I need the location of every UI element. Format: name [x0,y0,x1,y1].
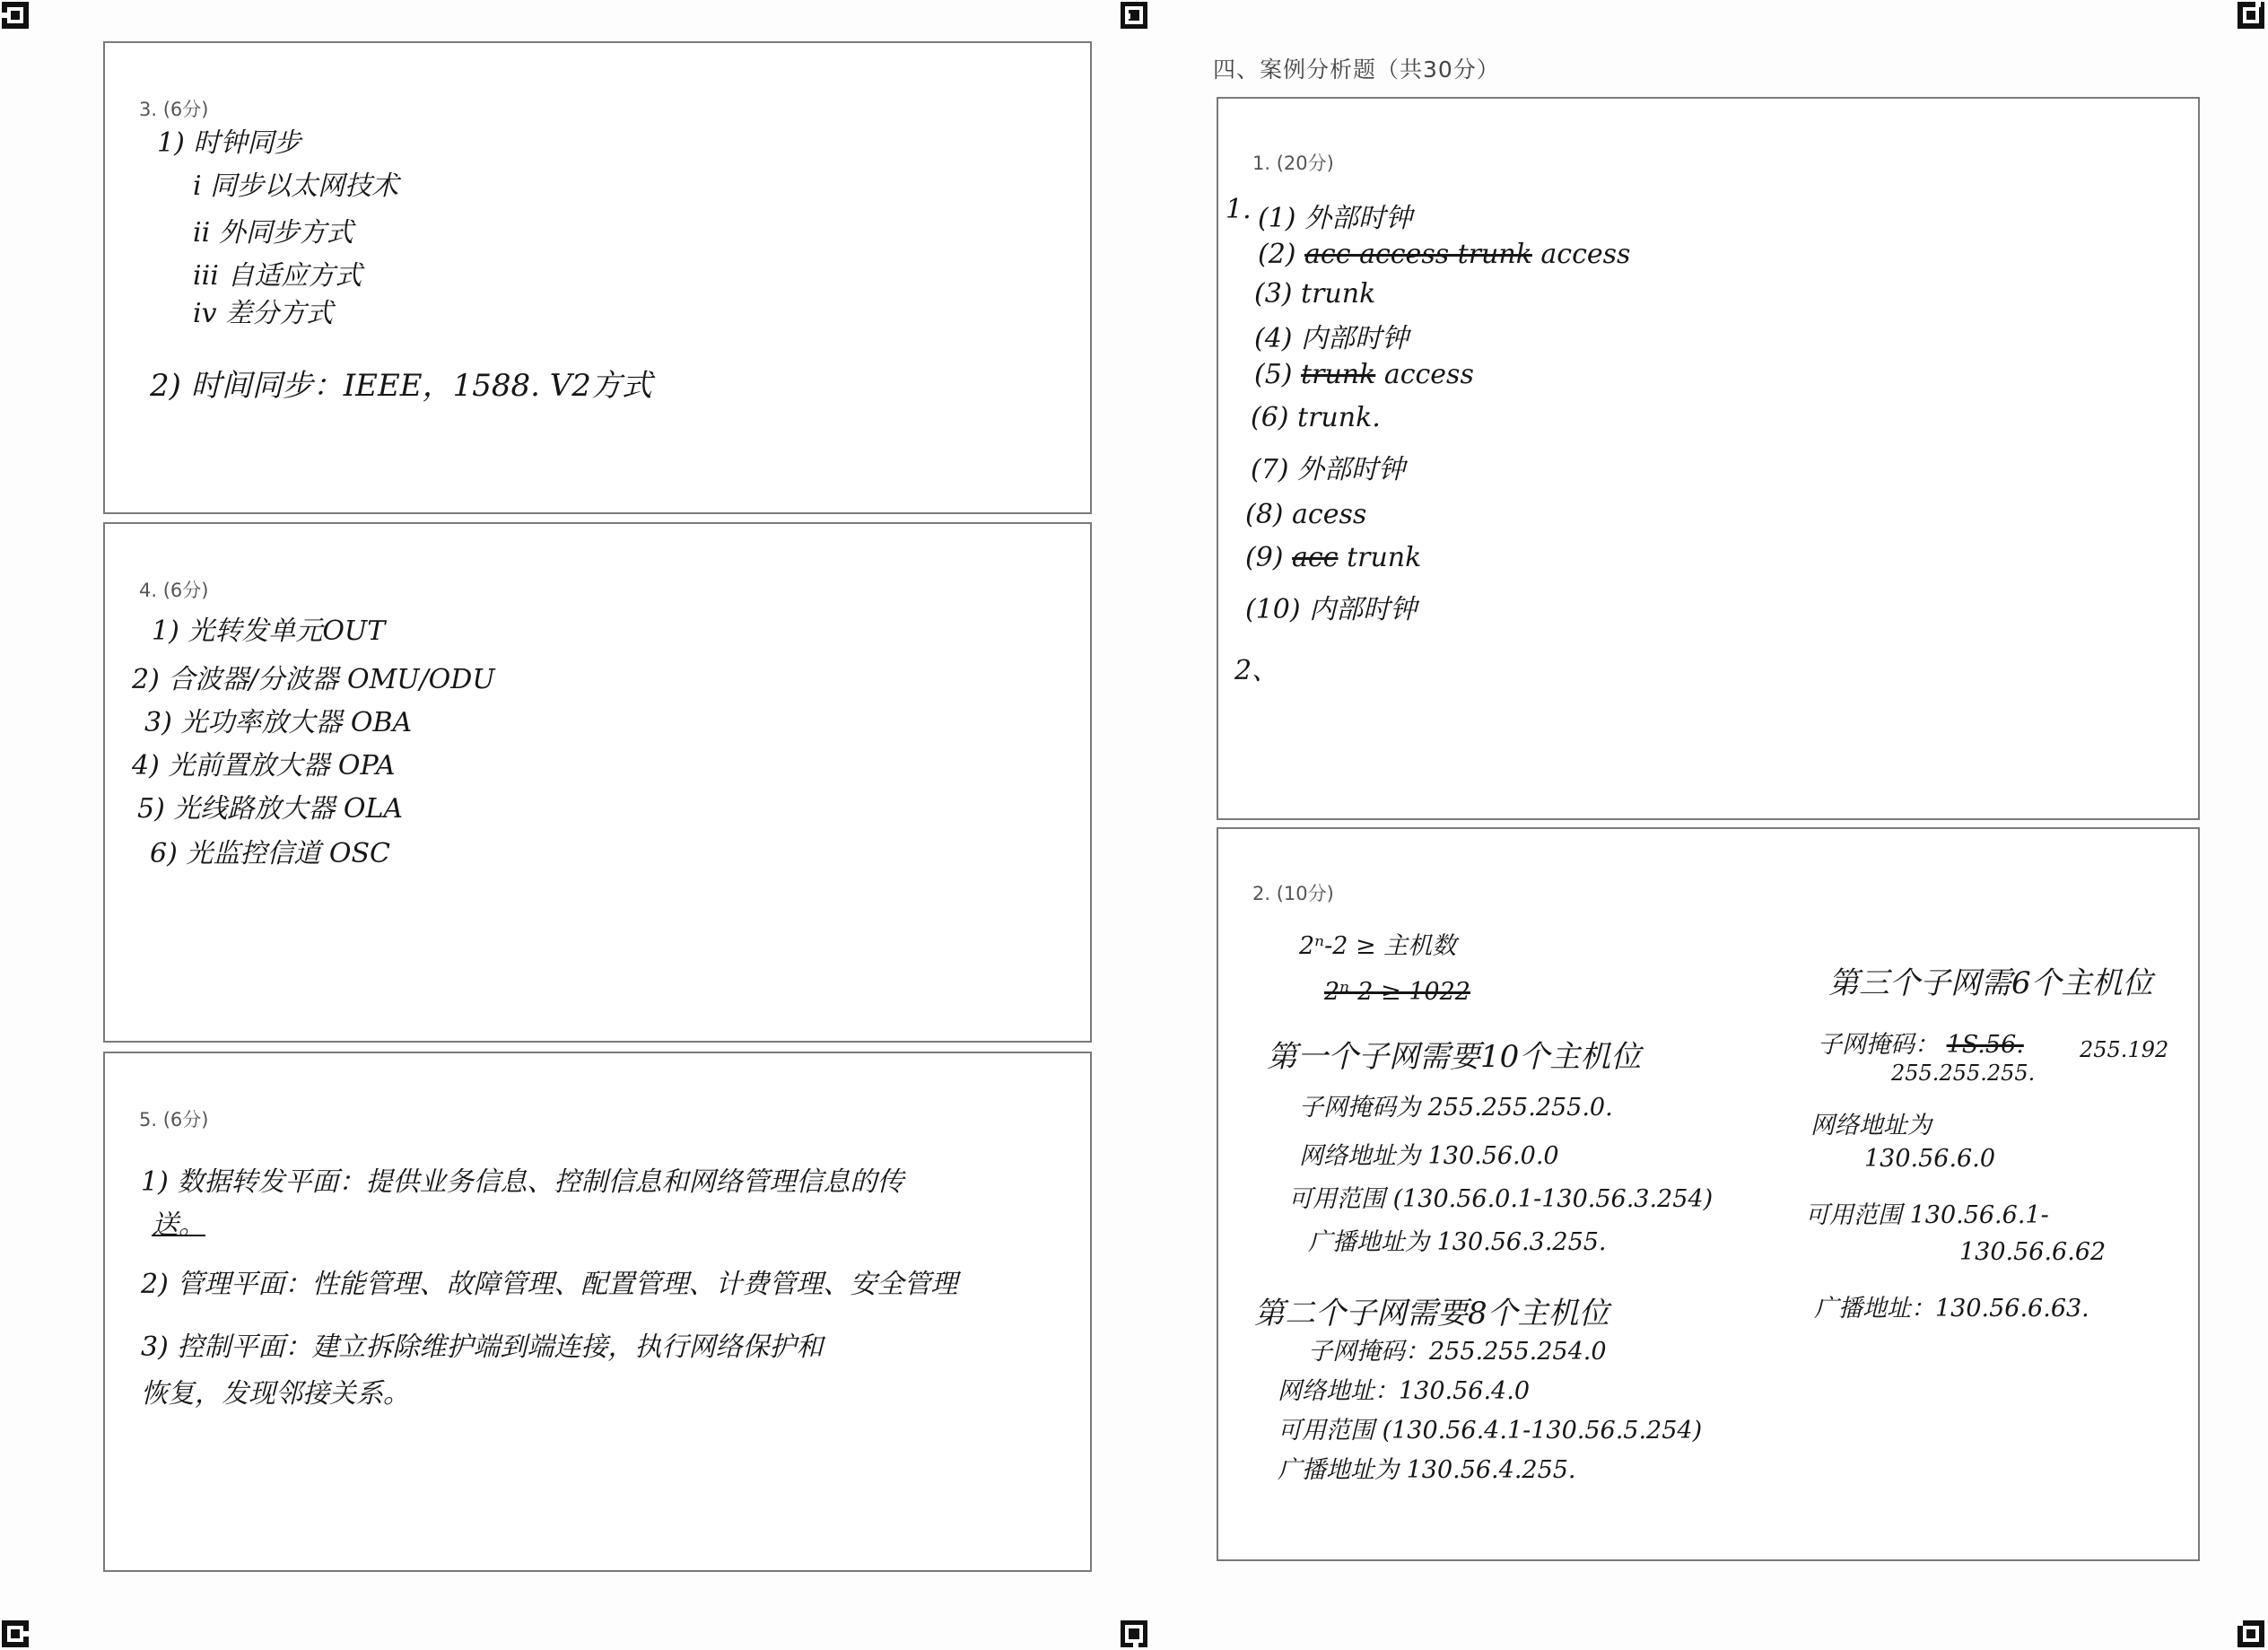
question-label: 5. (6分) [139,1109,209,1131]
answer-line: 网络地址：130.56.4.0 [1278,1377,1530,1405]
answer-line: 广播地址为 130.56.4.255. [1278,1456,1576,1484]
crossed-out-text: 2ⁿ-2 ≥ 1022 [1324,978,1470,1006]
answer-line: 第二个子网需要8个主机位 [1254,1296,1609,1331]
answer-line: i 同步以太网技术 [193,170,399,202]
answer-line: (8) acess [1245,499,1367,530]
answer-text: access [1383,359,1474,390]
answer-line: (1) 外部时钟 [1258,203,1413,234]
answer-line: (7) 外部时钟 [1251,454,1406,485]
answer-line: 2) 合波器/分波器 OMU/ODU [132,664,495,695]
crossed-out-text: trunk [1301,359,1376,390]
answer-line: 2) 管理平面：性能管理、故障管理、配置管理、计费管理、安全管理 [141,1269,958,1300]
answer-line: 130.56.6.62 [1959,1238,2107,1266]
scan-marker-icon [1121,2,1147,29]
answer-line [1818,1025,2024,1060]
answer-line: 第三个子网需6个主机位 [1828,965,2153,1001]
answer-text: trunk [1347,542,1422,573]
question-label: 3. (6分) [139,99,209,120]
answer-line: 广播地址为 130.56.3.255. [1308,1228,1607,1256]
answer-line: 3) 光功率放大器 OBA [144,707,413,738]
answer-line: 5) 光线路放大器 OLA [137,793,404,825]
answer-line: 1) 光转发单元OUT [152,615,386,647]
answer-text: access [1540,239,1631,270]
crossed-out-text: acc access trunk [1304,239,1532,270]
question-label: 2. (10分) [1252,883,1334,904]
answer-number: (5) [1254,359,1293,390]
answer-line: 255.192 [2080,1037,2169,1062]
answer-line: 2) 时间同步：IEEE，1588. V2方式 [150,368,652,404]
answer-line: 130.56.6.0 [1864,1145,1995,1173]
question-label: 4. (6分) [139,580,209,601]
answer-line: 可用范围 (130.56.0.1-130.56.3.254) [1288,1185,1714,1213]
answer-line: 网络地址为 130.56.0.0 [1299,1142,1559,1170]
answer-number: (2) [1258,239,1296,270]
answer-line [1254,359,1474,390]
answer-line: 6) 光监控信道 OSC [150,838,390,869]
scan-marker-icon [2,1620,29,1647]
scan-marker-icon [2237,2,2264,29]
answer-line: iii 自适应方式 [193,260,362,292]
crossed-out-text: 1S.56. [1946,1031,2024,1059]
section-title: 四、案例分析题（共30分） [1213,57,1500,83]
answer-line: 255.255.255. [1891,1061,2036,1086]
answer-line: (3) trunk [1254,278,1376,310]
answer-box-q3 [103,41,1092,514]
answer-line: 1) 数据转发平面：提供业务信息、控制信息和网络管理信息的传 [141,1166,904,1198]
formula: 2ⁿ-2 ≥ 主机数 [1299,932,1457,960]
answer-line: 第一个子网需要10个主机位 [1267,1039,1642,1075]
answer-line: 送。 [152,1209,205,1241]
answer-line: 4) 光前置放大器 OPA [132,750,396,781]
answer-box-case1 [1217,97,2200,820]
scan-marker-icon [1121,1620,1147,1647]
answer-box-q5 [103,1052,1092,1572]
answer-prefix: 1. [1226,194,1252,225]
scan-marker-icon [2237,1620,2264,1647]
answer-line: 2、 [1234,655,1279,686]
answer-box-q4 [103,522,1092,1043]
answer-line: 网络地址为 [1810,1112,1932,1139]
answer-line: (4) 内部时钟 [1254,323,1409,354]
answer-line: 1) 时钟同步 [157,127,301,159]
answer-line [1258,239,1630,270]
answer-line: 广播地址：130.56.6.63. [1814,1295,2089,1323]
answer-line: (6) trunk. [1251,402,1381,433]
answer-number: (9) [1245,542,1284,573]
question-label: 1. (20分) [1252,153,1334,174]
answer-line: 子网掩码为 255.255.255.0. [1299,1094,1613,1122]
answer-line: iv 差分方式 [193,298,334,329]
answer-text: 子网掩码： [1818,1031,1939,1059]
answer-box-case2 [1217,827,2200,1561]
answer-line: 3) 控制平面：建立拆除维护端到端连接，执行网络保护和 [141,1331,824,1363]
answer-line: ii 外同步方式 [193,217,353,249]
answer-line: 可用范围 130.56.6.1- [1805,1201,2049,1229]
answer-line: 可用范围 (130.56.4.1-130.56.5.254) [1278,1417,1703,1445]
crossed-out-text: acc [1292,542,1339,573]
scan-marker-icon [2,2,29,29]
answer-line: (10) 内部时钟 [1245,594,1418,625]
answer-line: 子网掩码：255.255.254.0 [1308,1338,1607,1366]
answer-line [1245,542,1421,573]
answer-line: 恢复，发现邻接关系。 [141,1378,410,1410]
